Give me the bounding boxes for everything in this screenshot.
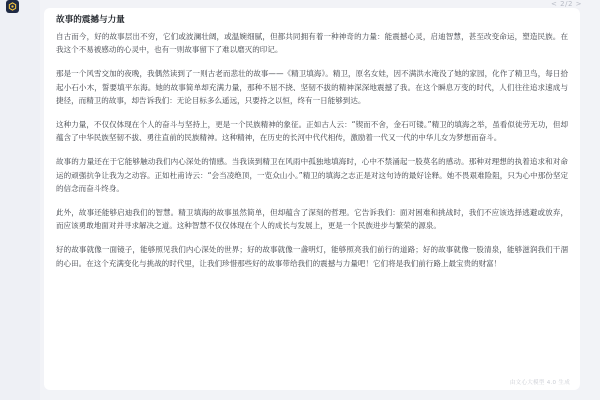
answer-paragraph-4: 故事的力量还在于它能够触动我们内心深处的情感。当我读到精卫在风雨中孤独地填海时，心中不禁涌起一股莫名的感动。那种对理想的执着追求和对命运的顽强抗争让我为之动容。正如杜甫诗云：“会当凌绝顶，一览众山小。”精卫的填海之志正是对这句诗的最好诠释。她不畏艰难险阻，只为心中那份坚定的信念而奋斗终身。 <box>56 157 568 194</box>
answer-card <box>44 8 580 390</box>
bottom-edge <box>40 390 600 400</box>
app-logo-glyph <box>8 2 17 11</box>
answer-paragraph-6: 好的故事就像一面镜子，能够照见我们内心深处的世界；好的故事就像一盏明灯，能够照亮我们前行的道路；好的故事就像一股清泉，能够滋润我们干涸的心田。在这个充满变化与挑战的时代里，让我们珍惜那些好的故事带给我们的震撼与力量吧！它们将是我们前行路上最宝贵的财富！ <box>56 245 568 268</box>
ai-generated-watermark: 由文心大模型 4.0 生成 <box>509 380 570 386</box>
answer-paragraph-1: 自古而今，好的故事层出不穷，它们或波澜壮阔，或温婉细腻，但都共同拥有着一种神奇的力量：能震撼心灵，启迪智慧，甚至改变命运，塑造民族。在我这个不易被感动的心灵中，也有一则故事留下了难以磨灭的印记。 <box>56 32 568 55</box>
app-logo-icon[interactable] <box>6 0 19 13</box>
answer-title: 故事的震撼与力量 <box>56 15 125 25</box>
left-rail <box>0 0 40 400</box>
answer-pager[interactable]: < 2/2 > <box>551 0 582 8</box>
answer-paragraph-2: 那是一个风雪交加的夜晚，我偶然读到了一则古老而悲壮的故事——《精卫填海》。精卫，原名女娃，因不满洪水淹没了她的家园，化作了精卫鸟，每日拾起小石小木，誓要填平东海。她的故事简单却充满力量，那种不屈不挠、坚韧不拔的精神深深地震撼了我。在这个瞬息万变的时代，人们往往追求速成与捷径，而精卫的故事，却告诉我们：无论目标多么遥远，只要持之以恒，终有一日能够到达。 <box>56 69 568 106</box>
answer-paragraph-5: 此外，故事还能够启迪我们的智慧。精卫填海的故事虽然简单，但却蕴含了深刻的哲理。它告诉我们：面对困难和挑战时，我们不应该选择逃避或放弃，而应该勇敢地面对并寻求解决之道。这种智慧不仅仅体现在个人的成长与发展上，更是一个民族进步与繁荣的源泉。 <box>56 208 568 231</box>
answer-paragraph-3: 这种力量，不仅仅体现在个人的奋斗与坚持上，更是一个民族精神的象征。正如古人云：“锲而不舍，金石可镂。”精卫的填海之举，虽看似徒劳无功，但却蕴含了中华民族坚韧不拔、勇往直前的民族精神。这种精神，在历史的长河中代代相传，激励着一代又一代的中华儿女为梦想而奋斗。 <box>56 120 568 143</box>
